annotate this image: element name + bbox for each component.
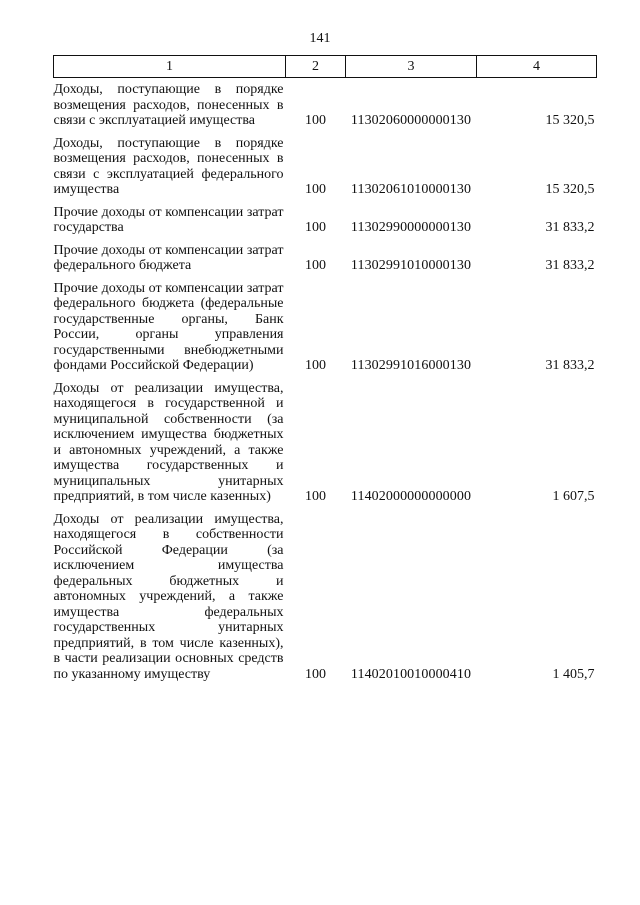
- row-amount: 15 320,5: [545, 113, 595, 128]
- table-row: [54, 281, 597, 381]
- row-budget-code: 11302061010000130: [350, 182, 472, 197]
- header-col-3: 3: [346, 56, 477, 78]
- table-row: [54, 205, 597, 243]
- table-body: [54, 78, 597, 690]
- page-number: 141: [309, 31, 331, 46]
- row-admin-code: 100: [305, 666, 326, 682]
- table-row: [54, 243, 597, 281]
- row-budget-code: 11302990000000130: [350, 220, 472, 235]
- row-description: Доходы, поступающие в порядке возмещения расходов, понесенных в связи с эксплуатацией имущества: [53, 82, 284, 128]
- row-admin-code: 100: [305, 182, 326, 197]
- table-row: [54, 78, 597, 136]
- row-amount: 1 607,5: [552, 489, 595, 504]
- revenue-table: [53, 55, 597, 689]
- row-description: Прочие доходы от компенсации затрат федерального бюджета: [53, 242, 284, 273]
- header-col-4: 4: [477, 56, 597, 78]
- table-header: [54, 56, 597, 78]
- row-description: Доходы, поступающие в порядке возмещения расходов, понесенных в связи с эксплуатацией федерального имущества: [53, 135, 284, 197]
- header-col-1: 1: [54, 56, 286, 78]
- row-description: Доходы от реализации имущества, находящегося в собственности Российской Федерации (за исключением имущества федеральных бюджетных и автономных учреждений, а также имущества федеральных государственных унитарных предприятий, в том числе казенных), в части реализации основных средств по указанному имуществу: [53, 511, 284, 682]
- row-admin-code: 100: [305, 358, 326, 373]
- row-admin-code: 100: [305, 258, 326, 273]
- row-budget-code: 11402010010000410: [350, 666, 472, 682]
- table-row: [54, 136, 597, 205]
- row-budget-code: 11302991010000130: [350, 258, 472, 273]
- row-budget-code: 11302991016000130: [350, 358, 472, 373]
- row-admin-code: 100: [305, 113, 326, 128]
- header-row: [54, 56, 597, 78]
- row-amount: 31 833,2: [545, 220, 595, 235]
- row-amount: 15 320,5: [545, 182, 595, 197]
- row-amount: 31 833,2: [545, 258, 595, 273]
- header-col-2: 2: [286, 56, 346, 78]
- row-admin-code: 100: [305, 489, 326, 504]
- row-budget-code: 11302060000000130: [350, 113, 472, 128]
- row-amount: 31 833,2: [545, 358, 595, 373]
- row-admin-code: 100: [305, 220, 326, 235]
- table-row: [54, 381, 597, 512]
- row-description: Прочие доходы от компенсации затрат федерального бюджета (федеральные государственные органы, Банк России, органы управления государственными внебюджетными фондами Российской Федерации): [53, 280, 284, 373]
- row-description: Прочие доходы от компенсации затрат государства: [53, 204, 284, 235]
- row-description: Доходы от реализации имущества, находящегося в государственной и муниципальной собственности (за исключением имущества бюджетных и автономных учреждений, а также имущества государственных и муниципальных унитарных предприятий, в том числе казенных): [53, 380, 284, 504]
- table-row: [54, 512, 597, 690]
- row-budget-code: 11402000000000000: [350, 489, 472, 504]
- row-amount: 1 405,7: [552, 666, 595, 682]
